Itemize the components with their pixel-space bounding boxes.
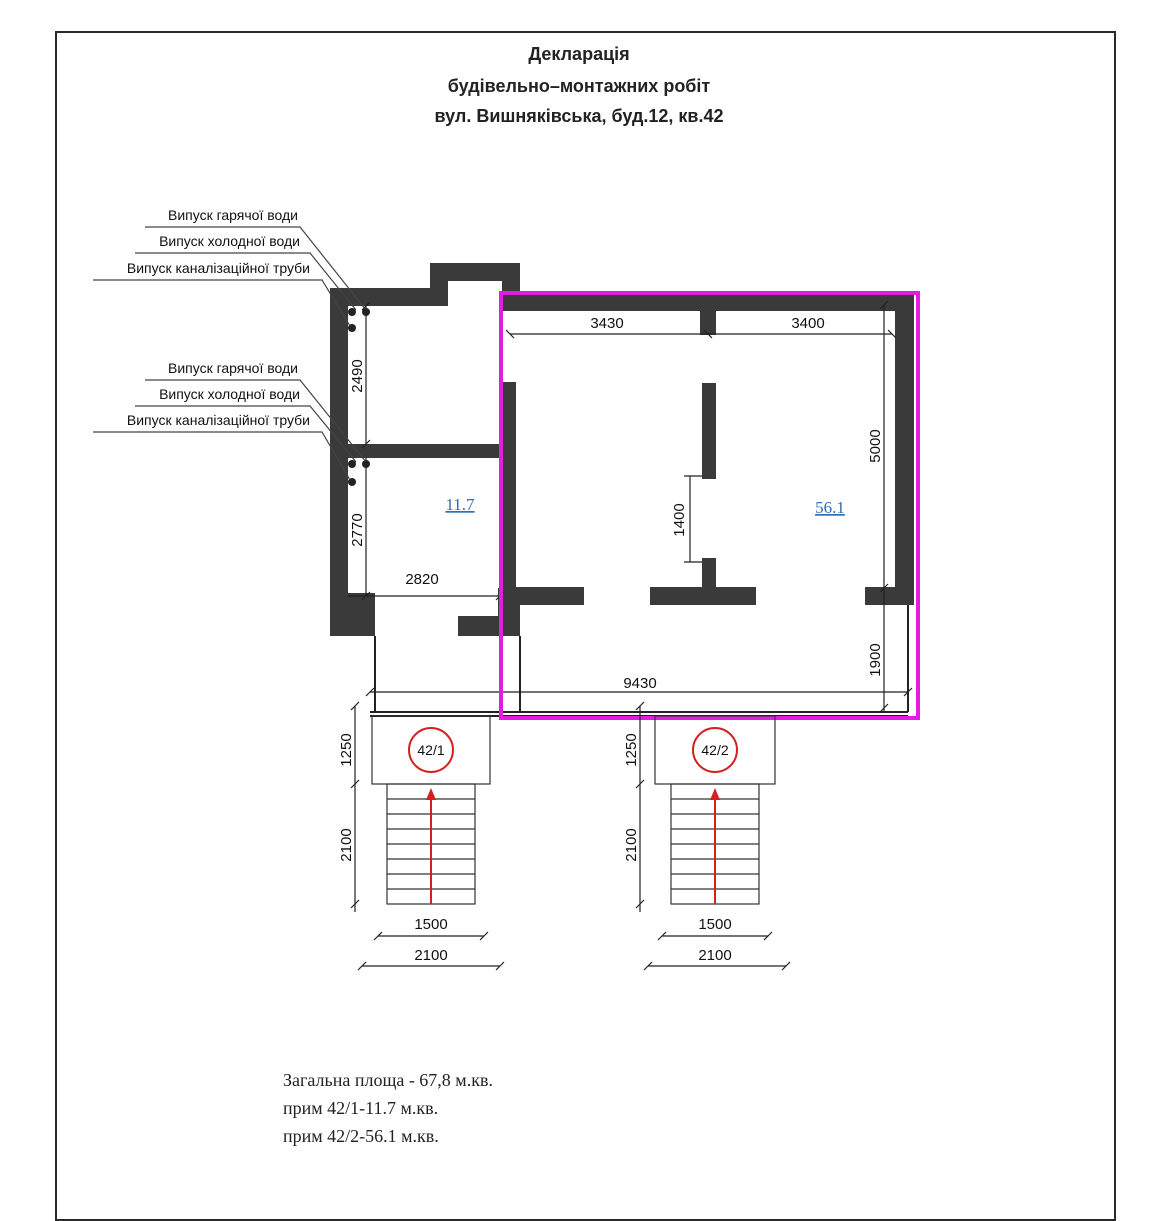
wall-top-stub	[700, 295, 716, 335]
annotation-cold-water: Випуск холодної води	[159, 233, 300, 249]
dim-1400: 1400	[671, 503, 688, 537]
wall-left-inner	[502, 382, 516, 598]
dim-1250-left: 1250	[338, 733, 355, 767]
dim-2490: 2490	[349, 359, 366, 393]
area-room1: 11.7	[445, 495, 475, 514]
wall-inner-stub	[512, 587, 584, 605]
wall-right-stub	[865, 587, 914, 605]
thin-walls	[370, 605, 908, 716]
dim-9430: 9430	[623, 675, 657, 692]
dim-1250-right: 1250	[623, 733, 640, 767]
annotation-cold-water: Випуск холодної води	[159, 386, 300, 402]
summary-unit-1: прим 42/1-11.7 м.кв.	[283, 1098, 439, 1118]
dim-2820: 2820	[405, 571, 439, 588]
wall-partition-base	[650, 587, 756, 605]
dim-2100v-left: 2100	[338, 828, 355, 862]
dim-1500-left: 1500	[414, 916, 448, 933]
dimension-labels	[349, 315, 884, 692]
annotation-hot-water: Випуск гарячої води	[168, 207, 298, 223]
summary-total-area: Загальна площа - 67,8 м.кв.	[283, 1070, 493, 1090]
arrow-head-icon	[426, 788, 436, 800]
dim-3430: 3430	[590, 315, 624, 332]
dim-2100v-right: 2100	[623, 828, 640, 862]
dim-3400: 3400	[791, 315, 825, 332]
dim-2100h-right: 2100	[698, 947, 732, 964]
stair-left	[338, 702, 504, 970]
entrance-label-right: 42/2	[701, 742, 729, 758]
doc-address: вул. Вишняківська, буд.12, кв.42	[434, 106, 724, 126]
dim-1900: 1900	[867, 643, 884, 677]
doc-subtitle: будівельно–монтажних робіт	[447, 76, 711, 96]
wall-bottom-left	[330, 593, 375, 636]
dim-2770: 2770	[349, 513, 366, 547]
dim-1500-right: 1500	[698, 916, 732, 933]
annotations	[127, 207, 310, 428]
dim-2100h-left: 2100	[414, 947, 448, 964]
area-room2: 56.1	[815, 498, 845, 517]
stair-right	[623, 702, 790, 970]
doc-title: Декларація	[528, 44, 630, 64]
entrance-label-left: 42/1	[417, 742, 445, 758]
arrow-head-icon	[710, 788, 720, 800]
pipe-markers	[348, 308, 370, 486]
wall-mid-left	[348, 444, 500, 458]
summary-unit-2: прим 42/2-56.1 м.кв.	[283, 1126, 439, 1146]
annotation-sewer: Випуск каналізаційної труби	[126, 260, 310, 276]
wall-partition-upper	[702, 383, 716, 479]
dim-5000: 5000	[867, 429, 884, 463]
annotation-sewer: Випуск каналізаційної труби	[126, 412, 310, 428]
wall-right-outer	[895, 295, 914, 605]
annotation-hot-water: Випуск гарячої води	[168, 360, 298, 376]
selection-highlight	[501, 293, 918, 718]
